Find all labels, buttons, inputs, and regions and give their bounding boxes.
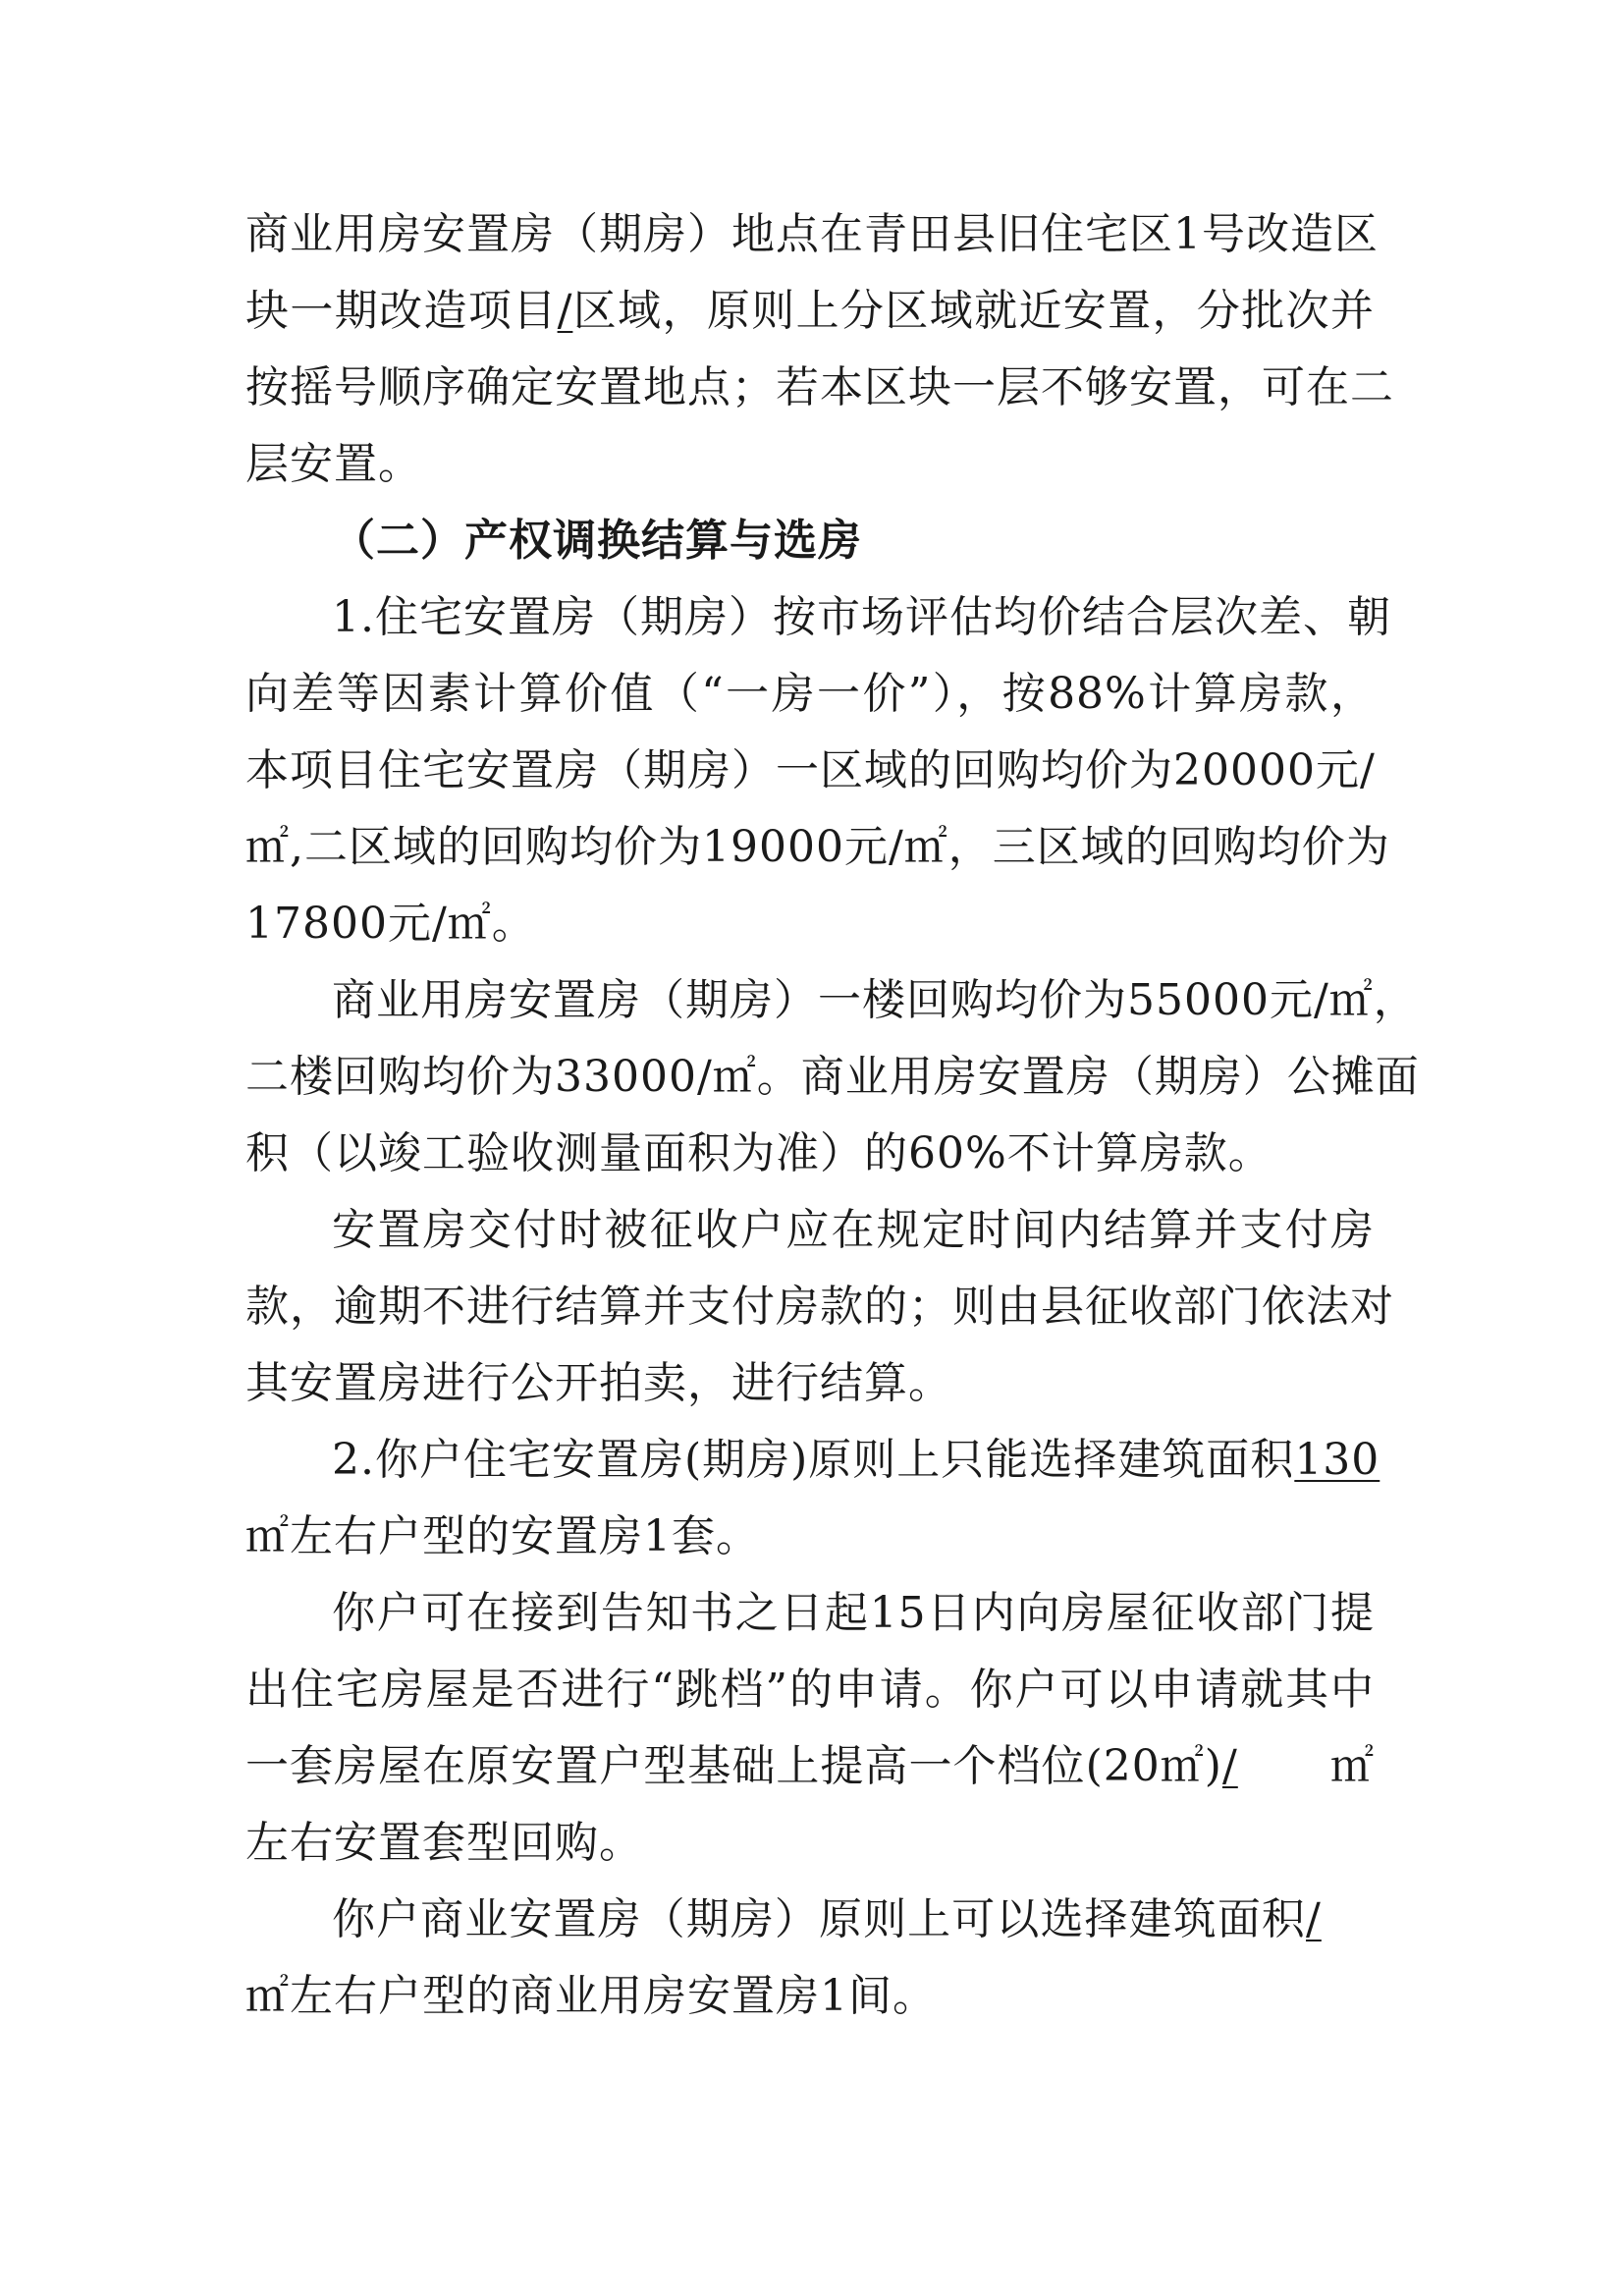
paragraph-line: 按摇号顺序确定安置地点；若本区块一层不够安置，可在二 xyxy=(245,362,1394,412)
underlined-blank: / xyxy=(557,286,573,336)
paragraph-line xyxy=(245,1736,1375,1797)
underlined-blank: / xyxy=(1306,1894,1322,1944)
section-heading: （二）产权调换结算与选房 xyxy=(332,516,862,566)
paragraph-line xyxy=(332,1889,1375,1950)
paragraph-line: 商业用房安置房（期房）地点在青田县旧住宅区1号改造区 xyxy=(245,209,1379,259)
paragraph-line: 你户可在接到告知书之日起15日内向房屋征收部门提 xyxy=(332,1588,1375,1638)
paragraph-text: 一套房屋在原安置户型基础上提高一个档位(20㎡) xyxy=(245,1741,1222,1791)
paragraph-line: 安置房交付时被征收户应在规定时间内结算并支付房 xyxy=(332,1205,1375,1255)
paragraph-line: 层安置。 xyxy=(245,439,422,489)
paragraph-line: 款，逾期不进行结算并支付房款的；则由县征收部门依法对 xyxy=(245,1282,1394,1332)
paragraph-line: 左右安置套型回购。 xyxy=(245,1818,643,1868)
paragraph-line: 17800元/㎡。 xyxy=(245,899,536,949)
underlined-blank: / xyxy=(1221,1741,1238,1791)
paragraph-line: 向差等因素计算价值（“一房一价”），按88%计算房款， xyxy=(245,669,1375,719)
paragraph-line xyxy=(332,1430,1380,1491)
paragraph-line: 出住宅房屋是否进行“跳档”的申请。你户可以申请就其中 xyxy=(245,1665,1375,1715)
paragraph-line: 积（以竣工验收测量面积为准）的60%不计算房款。 xyxy=(245,1128,1272,1178)
paragraph-line: ㎡,二区域的回购均价为19000元/㎡，三区域的回购均价为 xyxy=(245,822,1390,872)
paragraph-text: 区域，原则上分区域就近安置，分批次并 xyxy=(572,286,1376,336)
paragraph-text: ㎡ xyxy=(1329,1741,1375,1791)
paragraph-line: 本项目住宅安置房（期房）一区域的回购均价为20000元/ xyxy=(245,745,1376,795)
paragraph-text: 块一期改造项目 xyxy=(245,286,558,336)
paragraph-text: 你户商业安置房（期房）原则上可以选择建筑面积 xyxy=(332,1894,1306,1944)
paragraph-line: ㎡左右户型的安置房1套。 xyxy=(245,1511,760,1561)
underlined-area-value: 130 xyxy=(1294,1435,1380,1485)
paragraph-line: 其安置房进行公开拍卖，进行结算。 xyxy=(245,1358,952,1408)
paragraph-line: 二楼回购均价为33000/㎡。商业用房安置房（期房）公摊面 xyxy=(245,1052,1420,1102)
paragraph-line: ㎡左右户型的商业用房安置房1间。 xyxy=(245,1971,937,2021)
paragraph-line: 1.住宅安置房（期房）按市场评估均价结合层次差、朝 xyxy=(332,592,1391,642)
paragraph-line: 商业用房安置房（期房）一楼回购均价为55000元/㎡， xyxy=(332,975,1418,1025)
paragraph-line xyxy=(245,281,1375,342)
paragraph-text: 2.你户住宅安置房(期房)原则上只能选择建筑面积 xyxy=(332,1435,1295,1485)
document-body xyxy=(245,0,1420,2296)
